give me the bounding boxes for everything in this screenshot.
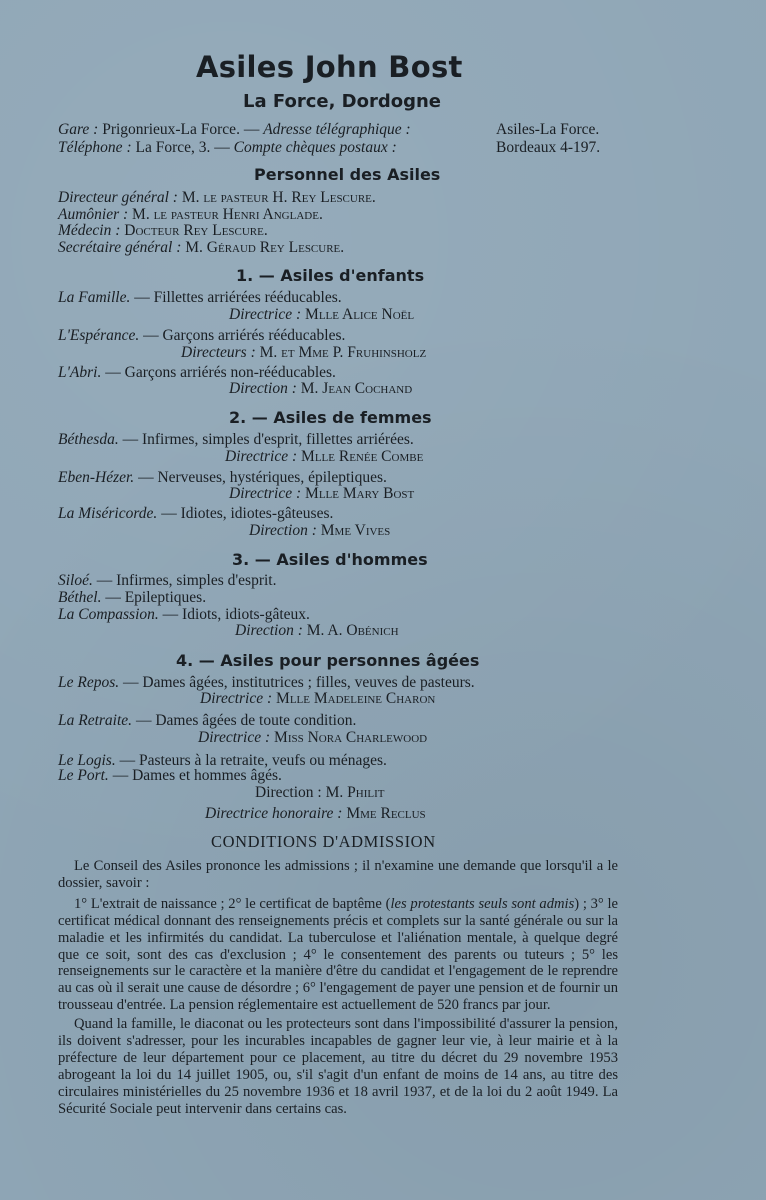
entry-name: L'Abri.	[58, 364, 102, 381]
entry-direction	[200, 690, 435, 708]
direction-label: Directrice :	[229, 306, 302, 323]
direction-value: M. A. Obénich	[306, 622, 399, 639]
personnel-item	[58, 189, 376, 207]
entry-direction	[205, 805, 426, 823]
personnel-value: M. Géraud Rey Lescure.	[185, 239, 345, 256]
direction-label: Direction :	[249, 522, 317, 539]
entry-desc: — Pasteurs à la retraite, veufs ou ménages.	[119, 752, 387, 769]
entry-line	[58, 712, 356, 730]
direction-label: Directrice honoraire :	[205, 805, 343, 822]
entry-desc: — Epileptiques.	[105, 589, 207, 606]
contact-line-2	[58, 139, 397, 157]
direction-label: Directrice :	[229, 485, 302, 502]
contact-line-1	[58, 121, 411, 139]
personnel-value: M. le pasteur Henri Anglade.	[132, 206, 323, 223]
telephone-label: Téléphone :	[58, 139, 132, 156]
entry-desc: — Garçons arriérés rééducables.	[143, 327, 346, 344]
direction-value: Mlle Mary Bost	[305, 485, 415, 502]
section-heading: 3. — Asiles d'hommes	[232, 550, 428, 569]
paragraph-text: ) ; 3° le certificat médical donnant des renseignements précis et complets sur la santé générale ou sur la maladie et les infirmités du candidat. La tuberculose et l'aliénation mentale, à quelque degré que ce soit, sont des cas d'exclusion ; 4° le consentement des parents ou tuteurs ; 5° les renseignements sur le caractère et la manière d'être du candidat et l'engagement de le reprendre au cas où il serait une cause de désordre ; 6° l'engagement de payer une pension et de fournir un trousseau d'entrée. La pension réglementaire est actuellement de 520 francs par jour.	[58, 895, 619, 1014]
direction-label: Direction :	[235, 622, 303, 639]
direction-label: Direction :	[229, 380, 297, 397]
entry-line	[58, 327, 345, 345]
entry-desc: — Dames âgées de toute condition.	[135, 712, 357, 729]
entry-name: Siloé.	[58, 572, 93, 589]
direction-label: Directrice :	[225, 448, 298, 465]
adresse-label: Adresse télégraphique :	[263, 121, 411, 138]
entry-line	[58, 589, 206, 607]
direction-label: Direction :	[255, 784, 322, 801]
entry-direction	[198, 729, 427, 747]
entry-name: La Compassion.	[58, 606, 159, 623]
section-heading: 1. — Asiles d'enfants	[236, 266, 425, 285]
entry-name: Eben-Hézer.	[58, 469, 135, 486]
entry-desc: — Dames âgées, institutrices ; filles, veuves de pasteurs.	[123, 674, 475, 691]
entry-name: Le Repos.	[58, 674, 120, 691]
direction-value: M. et Mme P. Fruhinsholz	[259, 344, 427, 361]
gare-label: Gare :	[58, 121, 99, 138]
entry-direction	[229, 380, 412, 398]
direction-label: Directrice :	[200, 690, 273, 707]
personnel-value: M. le pasteur H. Rey Lescure.	[181, 189, 376, 206]
direction-value: Mlle Alice Noël	[305, 306, 415, 323]
entry-direction	[255, 784, 384, 802]
direction-value: Mlle Madeleine Charon	[276, 690, 436, 707]
personnel-label: Secrétaire général :	[58, 239, 182, 256]
entry-direction	[229, 306, 414, 324]
personnel-value: Docteur Rey Lescure.	[124, 222, 268, 239]
conditions-text	[58, 858, 618, 1118]
entry-desc: — Fillettes arriérées rééducables.	[134, 289, 342, 306]
personnel-heading: Personnel des Asiles	[254, 165, 441, 184]
conditions-paragraph-2: Quand la famille, le diaconat ou les protecteurs sont dans l'impossibilité d'assurer la pension, ils doivent s'adresser, pour les incurables incapables de gagner leur vie, à leur mairie et à la préfecture de leur département pour ce placement, au titre du décret du 29 novembre 1953 abrogeant la loi du 14 juillet 1905, ou, s'il s'agit d'un enfant de moins de 14 ans, au titre des circulaires ministérielles du 25 novembre 1936 et 18 avril 1937, et de la loi du 2 août 1949. La Sécurité Sociale peut intervenir dans certains cas.	[58, 1016, 618, 1117]
telephone-value: La Force, 3. —	[135, 139, 230, 156]
entry-direction	[229, 485, 414, 503]
entry-desc: — Idiots, idiots-gâteux.	[162, 606, 310, 623]
entry-desc: — Infirmes, simples d'esprit, fillettes arriérées.	[122, 431, 414, 448]
direction-value: Mme Reclus	[346, 805, 426, 822]
entry-direction	[225, 448, 423, 466]
direction-value: M. Jean Cochand	[300, 380, 413, 397]
entry-direction	[249, 522, 390, 540]
entry-direction	[235, 622, 399, 640]
personnel-item	[58, 222, 268, 240]
entry-line	[58, 572, 276, 590]
adresse-value: Asiles-La Force.	[496, 121, 600, 138]
direction-label: Directeurs :	[181, 344, 256, 361]
personnel-label: Aumônier :	[58, 206, 129, 223]
section-heading: 2. — Asiles de femmes	[229, 408, 432, 427]
direction-value: Miss Nora Charlewood	[274, 729, 428, 746]
entry-name: Béthel.	[58, 589, 102, 606]
entry-line	[58, 767, 282, 785]
entry-desc: — Garçons arriérés non-rééducables.	[105, 364, 336, 381]
direction-value: Mme Vives	[320, 522, 391, 539]
section-heading: 4. — Asiles pour personnes âgées	[176, 651, 480, 670]
entry-desc: — Infirmes, simples d'esprit.	[96, 572, 277, 589]
conditions-paragraph-1	[58, 896, 618, 1014]
entry-name: Béthesda.	[58, 431, 119, 448]
direction-value: Mlle Renée Combe	[301, 448, 424, 465]
entry-line	[58, 505, 333, 523]
entry-name: L'Espérance.	[58, 327, 140, 344]
direction-value: M. Philit	[325, 784, 385, 801]
direction-label: Directrice :	[198, 729, 271, 746]
personnel-label: Directeur général :	[58, 189, 178, 206]
entry-desc: — Dames et hommes âgés.	[112, 767, 282, 784]
entry-name: Le Logis.	[58, 752, 116, 769]
compte-value: Bordeaux 4-197.	[496, 139, 601, 156]
conditions-heading: CONDITIONS D'ADMISSION	[211, 832, 436, 851]
entry-name: La Retraite.	[58, 712, 133, 729]
gare-value: Prigonrieux-La Force. —	[102, 121, 260, 138]
entry-line	[58, 431, 414, 449]
entry-line	[58, 289, 342, 307]
entry-desc: — Nerveuses, hystériques, épileptiques.	[138, 469, 387, 486]
personnel-label: Médecin :	[58, 222, 121, 239]
entry-direction	[181, 344, 426, 362]
entry-name: La Miséricorde.	[58, 505, 158, 522]
page-title: Asiles John Bost	[196, 50, 463, 84]
conditions-intro: Le Conseil des Asiles prononce les admissions ; il n'examine une demande que lorsqu'il a le dossier, savoir :	[58, 858, 618, 891]
entry-name: Le Port.	[58, 767, 109, 784]
paragraph-text: 1° L'extrait de naissance ; 2° le certificat de baptême (	[74, 895, 391, 912]
entry-name: La Famille.	[58, 289, 131, 306]
page-subtitle: La Force, Dordogne	[243, 91, 442, 112]
entry-desc: — Idiotes, idiotes-gâteuses.	[161, 505, 334, 522]
compte-label: Compte chèques postaux :	[233, 139, 397, 156]
paragraph-italic-text: les protestants seuls sont admis	[390, 895, 575, 912]
personnel-item	[58, 239, 344, 257]
